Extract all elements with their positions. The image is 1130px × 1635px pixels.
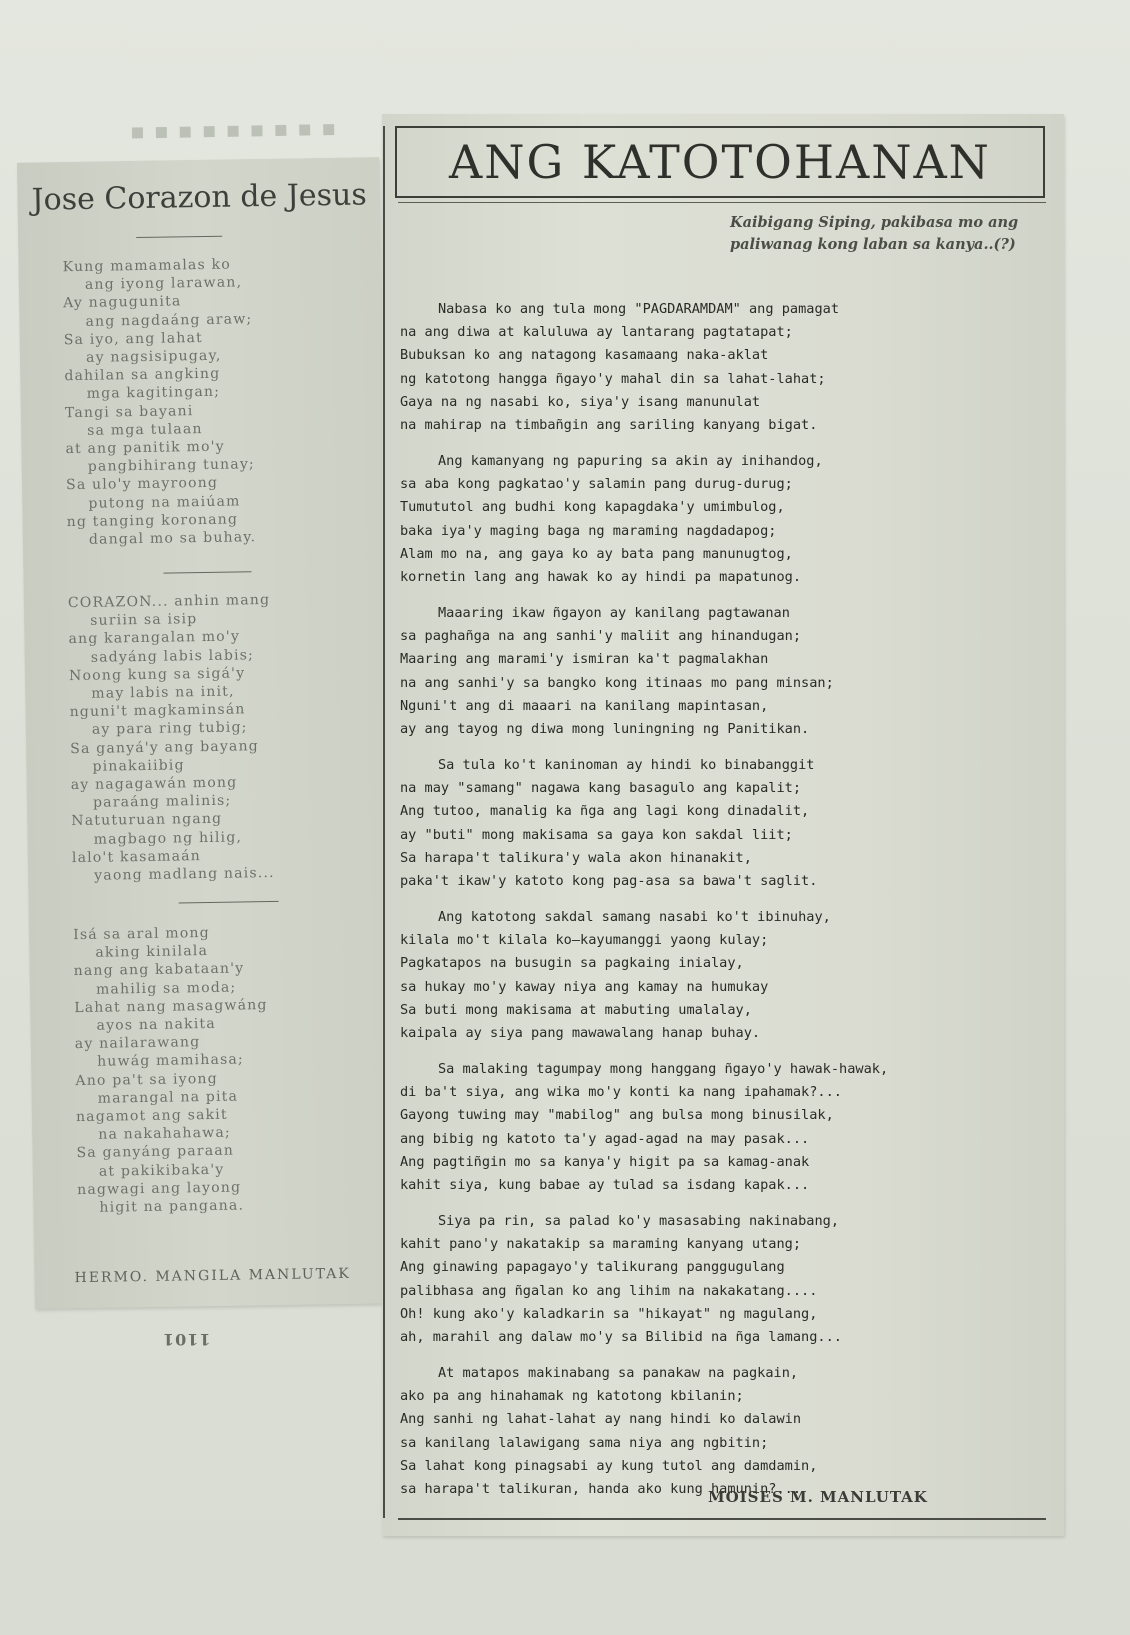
right-poem-stanza-1 (400, 298, 1060, 437)
poem-line: pangbihirang tunay; (87, 456, 256, 476)
poem-line: ng tanging koronang (66, 511, 239, 531)
poem-line: ang karangalan mo'y (68, 628, 241, 648)
right-poem-stanza-7 (400, 1210, 1060, 1349)
poem-line: ayos na nakita (96, 1015, 216, 1034)
right-poem-stanza-8 (400, 1362, 1060, 1501)
poem-line: Nguni't ang di maaari na kanilang mapintasan, (400, 697, 769, 714)
poem-line: Tumututol ang budhi kong kapagdaka'y umimbulog, (400, 499, 785, 516)
poem-line: putong na maiúam (88, 493, 241, 512)
poem-line: Sa ganyá'y ang bayang (70, 737, 260, 757)
poem-line: Ay nagugunita (63, 293, 182, 312)
poem-line: dangal mo sa buhay. (88, 529, 257, 548)
poem-line: nang ang kabataan'y (73, 960, 245, 980)
poem-line: yaong madlang nais... (94, 865, 275, 884)
poem-line: ah, marahil ang dalaw mo'y sa Bilibid na ñga lamang... (400, 1329, 842, 1346)
right-poem-stanza-3 (400, 602, 1060, 741)
poem-line: mga kagitingan; (86, 384, 221, 403)
poem-line: ay nagagawán mong (70, 774, 238, 794)
poem-line: aking kinilala (95, 943, 209, 961)
poem-line: sa aba kong pagkatao'y salamin pang durug-durug; (400, 476, 793, 493)
poem-line: at ang panitik mo'y (65, 438, 225, 458)
poem-line: Lahat nang masagwáng (74, 996, 268, 1016)
poem-line: Sa lahat kong pinagsabi ay kung tutol ang damdamin, (400, 1457, 818, 1474)
poem-line: dahilan sa angking (64, 365, 221, 385)
poem-line: sadyáng labis labis; (90, 646, 255, 666)
stanza-divider (163, 571, 251, 573)
poem-line: may labis na init, (91, 683, 235, 702)
poem-line: marangal na pita (97, 1088, 239, 1107)
poem-line: kahit siya, kung babae ay tulad sa isdang kapak... (400, 1177, 810, 1194)
poem-line: Sa ganyáng paraan (76, 1143, 235, 1162)
poem-line: na ang sanhi'y sa bangko kong itinaas mo pang minsan; (400, 674, 834, 691)
poem-line: Maaaring ikaw ñgayon ay kanilang pagtawanan (438, 605, 790, 621)
poem-line: sa harapa't talikuran, handa ako kung hamunin?... (400, 1481, 802, 1498)
poem-line: Alam mo na, ang gaya ko ay bata pang manunugtog, (400, 545, 793, 562)
right-poem-signature: MOISES M. MANLUTAK (708, 1488, 928, 1506)
left-poem-stanza-1 (63, 253, 368, 549)
poem-line: ng katotong hangga ñgayo'y mahal din sa lahat-lahat; (400, 370, 826, 387)
poem-line: higit na pangana. (99, 1197, 245, 1216)
right-newspaper-clipping (382, 114, 1064, 1536)
poem-line: lalo't kasamaán (71, 847, 202, 866)
poem-line: ang nagdaáng araw; (85, 310, 253, 330)
poem-line: ako pa ang hinahamak ng katotong kbilanin; (400, 1388, 744, 1405)
bottom-rule (398, 1518, 1046, 1520)
poem-dedication: Kaibigang Siping, pakibasa mo ang paliwanag kong laban sa kanya..(?) (730, 214, 1019, 253)
poem-line: Ano pa't sa iyong (75, 1070, 218, 1089)
right-clipping-title: ANG KATOTOHANAN (395, 126, 1045, 198)
left-clipping-title: Jose Corazon de Jesus (31, 177, 367, 218)
poem-line: ay para ring tubig; (91, 719, 248, 739)
poem-line: Siya pa rin, sa palad ko'y masasabing nakinabang, (438, 1213, 840, 1229)
poem-line: ay "buti" mong makisama sa gaya kon sakdal liit; (400, 826, 793, 843)
poem-line: nguni't magkaminsán (69, 701, 246, 721)
poem-line: na ang diwa at kaluluwa ay lantarang pagtatapat; (400, 324, 793, 341)
catalog-stamp: 1101 (162, 1330, 211, 1349)
poem-line: ay nailarawang (74, 1034, 201, 1053)
poem-line: Maaring ang marami'y ismiran ka't pagmalakhan (400, 651, 769, 668)
poem-line: Noong kung sa sigá'y (68, 665, 246, 684)
poem-line: Oh! kung ako'y kaladkarin sa "hikayat" ng magulang, (400, 1305, 818, 1322)
poem-line: Ang sanhi ng lahat-lahat ay nang hindi ko dalawin (400, 1411, 802, 1428)
poem-line: paraáng malinis; (92, 792, 232, 812)
poem-line: Gayong tuwing may "mabilog" ang bulsa mong binusilak, (400, 1107, 834, 1124)
left-newspaper-clipping (17, 157, 397, 1309)
poem-line: CORAZON... anhin mang (67, 591, 271, 612)
poem-line: mahilig sa moda; (95, 979, 237, 998)
poem-line: Isá sa aral mong (73, 924, 210, 944)
poem-line: sa mga tulaan (87, 420, 203, 439)
poem-line: Ang katotong sakdal samang nasabi ko't ibinuhay, (438, 909, 831, 925)
poem-line: Sa malaking tagumpay mong hanggang ñgayo'y hawak-hawak, (438, 1061, 889, 1077)
poem-line: nagamot ang sakit (75, 1106, 228, 1126)
poem-line: na mahirap na timbañgin ang sariling kanyang bigat. (400, 417, 818, 434)
poem-line: di ba't siya, ang wika mo'y konti ka nang ipahamak?... (400, 1084, 842, 1101)
poem-line: kornetin lang ang hawak ko ay hindi pa mapatunog. (400, 569, 802, 586)
poem-line: Sa harapa't talikura'y wala akon hinanakit, (400, 849, 752, 866)
right-poem-stanza-4 (400, 754, 1060, 893)
poem-line: sa kanilang lalawigang sama niya ang ngbitin; (400, 1434, 769, 1451)
poem-line: Ang pagtiñgin mo sa kanya'y higit pa sa kamag-anak (400, 1153, 810, 1170)
poem-line: Gaya na ng nasabi ko, siya'y isang manunulat (400, 393, 761, 410)
poem-line: sa paghañga na ang sanhi'y maliit ang hinandugan; (400, 628, 802, 645)
poem-line: Nabasa ko ang tula mong "PAGDARAMDAM" ang pamagat (438, 301, 840, 317)
left-poem-signature: HERMO. MANGILA MANLUTAK (74, 1265, 351, 1287)
title-divider (136, 236, 222, 238)
poem-line: Sa iyo, ang lahat (63, 329, 204, 349)
poem-line: suriin sa isip (90, 611, 198, 630)
poem-line: Kung mamamalas ko (62, 256, 232, 276)
poem-line: sa hukay mo'y kaway niya ang kamay na humukay (400, 978, 769, 995)
poem-line: Ang tutoo, manalig ka ñga ang lagi kong dinadalit, (400, 803, 810, 820)
poem-line: kilala mo't kilala ko—kayumanggi yaong kulay; (400, 932, 769, 949)
poem-line: huwág mamihasa; (97, 1051, 245, 1071)
poem-line: Sa tula ko't kaninoman ay hindi ko binabanggit (438, 757, 815, 773)
poem-line: ay nagsisipugay, (85, 347, 222, 366)
background-bleed-text: ▪ ▪ ▪ ▪ ▪ ▪ ▪ ▪ ▪ (129, 116, 338, 145)
poem-line: palibhasa ang ñgalan ko ang lihim na nakakatang.... (400, 1282, 818, 1299)
right-poem-stanza-5 (400, 906, 1060, 1045)
poem-line: ay ang tayog ng diwa mong luningning ng Panitikan. (400, 721, 810, 738)
right-poem-stanza-2 (400, 450, 1060, 589)
poem-line: baka iya'y maging baga ng maraming nagdadapog; (400, 522, 777, 539)
poem-line: na nakahahawa; (98, 1124, 232, 1143)
poem-line: na may "samang" nagawa kang basagulo ang kapalit; (400, 780, 802, 797)
stanza-divider (179, 901, 279, 904)
poem-line: Bubuksan ko ang natagong kasamaang naka-aklat (400, 347, 769, 364)
poem-line: kaipala ay siya pang mawawalang hanap buhay. (400, 1025, 761, 1042)
poem-line: ang bibig ng katoto ta'y agad-agad na may pasak... (400, 1130, 810, 1147)
poem-line: pinakaiibig (92, 757, 185, 775)
poem-line: Sa ulo'y mayroong (65, 475, 219, 494)
poem-line: at pakikibaka'y (98, 1161, 225, 1180)
poem-line: Pagkatapos na busugin sa pagkaing inialay, (400, 955, 744, 972)
poem-line: Sa buti mong makisama at mabuting umalalay, (400, 1001, 752, 1018)
poem-line: Tangi sa bayani (64, 402, 194, 421)
poem-line: At matapos makinabang sa panakaw na pagkain, (438, 1365, 799, 1381)
poem-line: ang iyong larawan, (84, 274, 243, 294)
poem-line: Ang kamanyang ng papuring sa akin ay inihandog, (438, 453, 823, 469)
poem-line: magbago ng hilig, (93, 829, 243, 848)
left-poem-stanza-2 (68, 589, 373, 885)
poem-line: kahit pano'y nakatakip sa maraming kanyang utang; (400, 1236, 802, 1253)
right-poem-stanza-6 (400, 1058, 1060, 1197)
title-underline (398, 202, 1046, 203)
left-poem-stanza-3 (73, 921, 378, 1217)
left-border-line (383, 126, 385, 1518)
poem-line: Natuturuan ngang (71, 811, 223, 830)
poem-line: Ang ginawing papagayo'y talikurang panggugulang (400, 1259, 785, 1276)
poem-line: paka't ikaw'y katoto kong pag-asa sa bawa't saglit. (400, 873, 818, 890)
poem-line: nagwagi ang layong (77, 1179, 242, 1198)
